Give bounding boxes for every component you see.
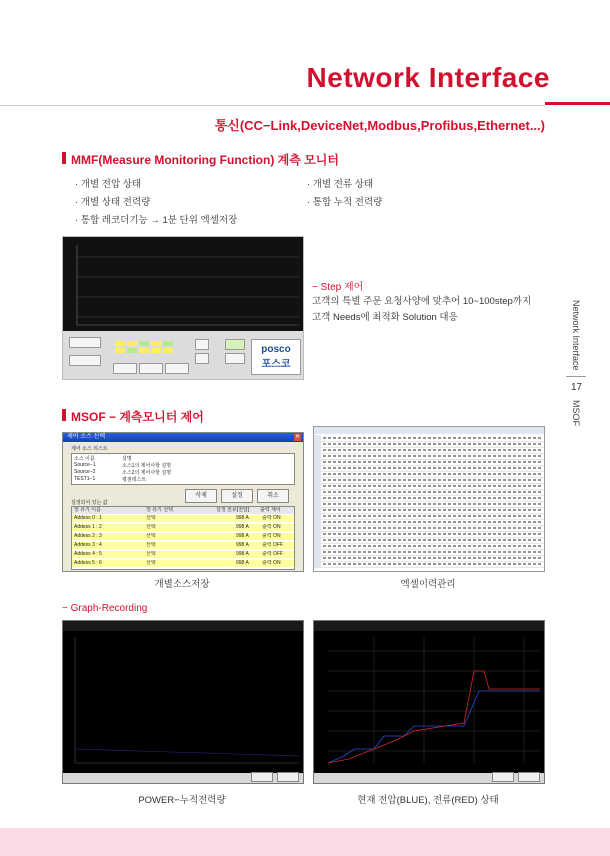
column-header: 장 류기 이름 [74,507,101,513]
list-item[interactable]: TEST1−1 [74,476,96,482]
list-label: 제어 소스 리스트 [71,446,108,452]
row-value: 998 A [236,542,249,548]
row-value: 998 A [236,533,249,539]
graph-button[interactable] [277,772,299,782]
sheet-row-data [323,497,541,499]
list-item[interactable]: Source−1 [74,462,96,468]
graph-button[interactable] [518,772,540,782]
panel-cell [139,348,149,353]
bullet-item: · 개별 전류 상태 [307,179,374,190]
panel-button[interactable] [225,353,245,364]
column-header: 설정 전류[전압] [216,507,250,513]
sheet-row-data [323,491,541,493]
row-output[interactable]: 출력 ON [262,533,281,539]
sheet-row-data [323,443,541,445]
row-name: Addess 0 : 1 [74,515,102,521]
panel-button[interactable] [225,339,245,350]
side-label-network: Network Interface [571,300,581,371]
sheet-row [314,561,544,568]
voltage-current-graph-screenshot [313,620,545,784]
monitor-screenshot [62,236,304,380]
panel-button[interactable] [69,355,101,366]
source-list[interactable] [71,453,295,485]
section-heading-mmf: MMF(Measure Monitoring Function) 계측 모니터 [71,153,339,167]
row-select[interactable]: 선택 [146,542,156,548]
panel-button[interactable] [195,353,209,364]
row-output[interactable]: 출력 OFF [262,551,284,557]
table-header [72,507,294,514]
monitor-control-panel [63,331,303,379]
graph-header-bar [314,621,544,631]
excel-history-screenshot [313,426,545,572]
panel-button[interactable] [195,339,209,350]
sheet-row-data [323,527,541,529]
sheet-row-data [323,509,541,511]
sheet-row-data [323,473,541,475]
sheet-row-data [323,479,541,481]
table-row[interactable] [72,533,294,540]
row-output[interactable]: 출력 ON [262,524,281,530]
sheet-row-data [323,485,541,487]
set-button[interactable]: 설정 [221,489,253,503]
row-select[interactable]: 선택 [146,551,156,557]
panel-cell [163,341,173,346]
row-output[interactable]: 출력 OFF [262,542,284,548]
list-item-desc: 설명 [122,456,132,462]
side-label-msof: MSOF [571,400,581,426]
graph-button[interactable] [492,772,514,782]
column-header: 출력 제어 [260,507,281,513]
row-select[interactable]: 선택 [146,560,156,566]
column-header: 장 류기 선택 [146,507,173,513]
caption-voltage-current: 현재 전압(BLUE), 전류(RED) 상태 [357,795,499,806]
caption-source-save: 개별소스저장 [154,579,210,590]
header-accent-rule [545,102,610,105]
power-graph-screenshot [62,620,304,784]
sheet-row-data [323,539,541,541]
graph-heading: − Graph-Recording [62,603,148,614]
sheet-row-number [314,561,321,567]
step-heading: − Step 제어 [312,282,364,293]
section-marker [62,152,66,164]
page-title: Network Interface [306,62,550,93]
row-value: 998 A [236,515,249,521]
sheet-row-data [323,557,541,559]
delete-button[interactable]: 삭제 [185,489,217,503]
row-name: Addess 1 : 2 [74,524,102,530]
page-number: 17 [571,382,583,393]
sheet-column-header [314,427,544,434]
section-heading-msof: MSOF − 계측모니터 제어 [71,410,204,424]
voltage-current-plot [314,631,544,773]
graph-header-bar [63,621,303,631]
page-subtitle: 통신(CC−Link,DeviceNet,Modbus,Profibus,Ethernet...) [214,118,545,133]
panel-button[interactable] [165,363,189,374]
sheet-row-data [323,563,541,565]
sheet-row-data [323,449,541,451]
panel-button[interactable] [113,363,137,374]
sheet-row-data [323,545,541,547]
row-name: Addess 2 : 3 [74,533,102,539]
settings-table [71,506,295,570]
sheet-row-data [323,437,541,439]
row-value: 998 A [236,524,249,530]
list-item-desc: 평점테스트 [122,477,147,483]
sheet-row-data [323,467,541,469]
sheet-row-data [323,503,541,505]
sheet-row-data [323,455,541,457]
header-rule [0,105,545,106]
panel-cell [151,341,161,346]
bullet-item: · 개별 상태 전력량 [75,197,151,208]
panel-cell [127,348,137,353]
monitor-plot-lines [63,237,303,331]
panel-button[interactable] [139,363,163,374]
close-icon[interactable]: ✕ [294,434,301,440]
side-divider [566,376,586,377]
panel-cell [127,341,137,346]
row-name: Addess 3 : 4 [74,542,102,548]
row-name: Addess 5 : 6 [74,560,102,566]
table-row[interactable] [72,524,294,531]
table-row[interactable] [72,515,294,522]
panel-cell [163,348,173,353]
panel-cell [139,341,149,346]
row-select[interactable]: 선택 [146,533,156,539]
source-dialog-screenshot [62,432,304,572]
caption-excel-history: 엑셀이력관리 [400,579,456,590]
list-item-desc: 소스1의 제어사항 설명 [122,463,172,469]
table-row[interactable] [72,542,294,549]
row-name: Addess 4 : 5 [74,551,102,557]
list-item[interactable]: Source−2 [74,469,96,475]
row-value: 998 A [236,551,249,557]
row-value: 998 A [236,560,249,566]
panel-cell [115,348,125,353]
row-select[interactable]: 선택 [146,524,156,530]
sheet-row-data [323,461,541,463]
step-line: 고객의 특별 주문 요청사양에 맞추어 10~100step까지 [312,296,532,307]
table-row[interactable] [72,551,294,558]
list-item[interactable]: 소스 이름 [74,456,95,462]
dialog-title: 제어 소스 선택 [67,434,106,440]
sheet-row-data [323,533,541,535]
sheet-row-data [323,551,541,553]
posco-logo [251,339,301,375]
panel-cell [115,341,125,346]
panel-cell [151,348,161,353]
power-graph-plot [63,631,303,773]
row-output[interactable]: 출력 ON [262,515,281,521]
table-row[interactable] [72,560,294,567]
section-marker [62,409,66,421]
row-select[interactable]: 선택 [146,515,156,521]
table-label: 설정되어 있는 값 [71,500,108,506]
list-item-desc: 소스2의 제어사항 설명 [122,470,172,476]
step-line: 고객 Needs에 최적화 Solution 대응 [312,312,458,323]
bullet-item: · 통합 레코더기능 → 1분 단위 엑셀저장 [75,215,238,226]
bullet-item: · 통합 누적 전력량 [307,197,383,208]
footer-band [0,828,610,856]
panel-button[interactable] [69,337,101,348]
caption-power: POWER−누적전력량 [138,795,226,806]
sheet-row-data [323,515,541,517]
posco-logo-korean: 포스코 [261,359,291,370]
bullet-item: · 개별 전압 상태 [75,179,142,190]
graph-button[interactable] [251,772,273,782]
sheet-row-data [323,521,541,523]
monitor-plot [63,237,303,331]
posco-logo-text: posco [261,344,291,355]
row-output[interactable]: 출력 ON [262,560,281,566]
cancel-button[interactable]: 취소 [257,489,289,503]
